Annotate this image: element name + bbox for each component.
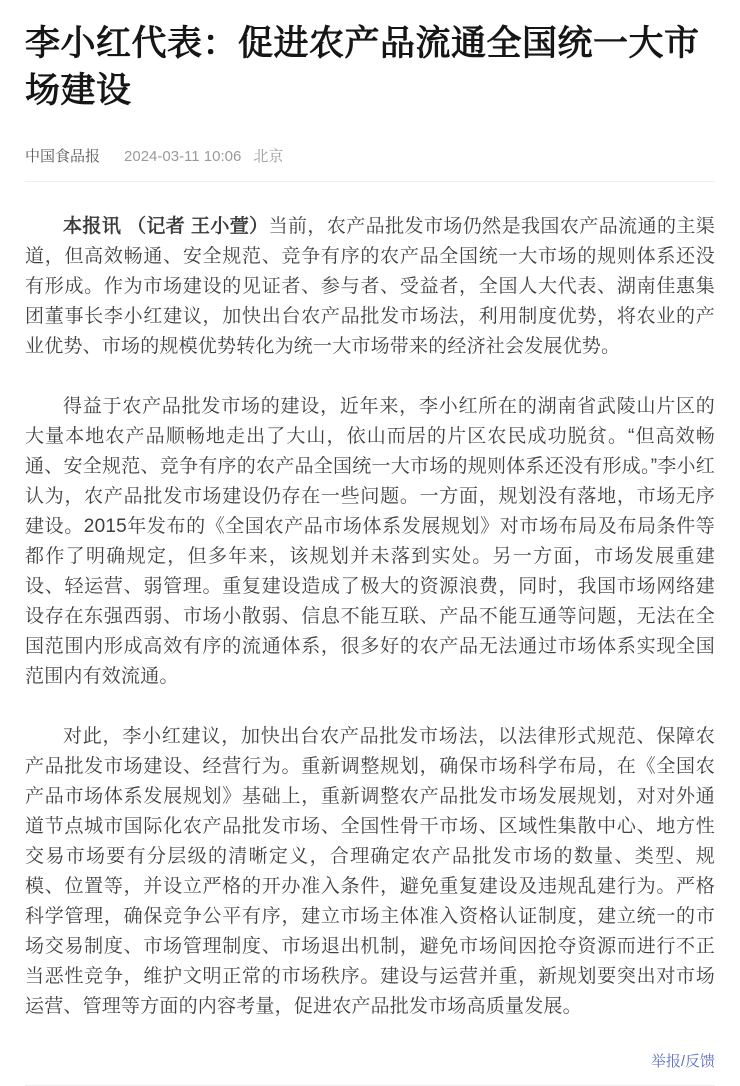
- article-title: 李小红代表：促进农产品流通全国统一大市场建设: [25, 24, 700, 111]
- article-meta: [25, 145, 715, 166]
- report-feedback-link[interactable]: 举报/反馈: [650, 1052, 715, 1070]
- article-paragraph-3: 对此，李小红建议，加快出台农产品批发市场法，以法律形式规范、保障农产品批发市场建设、经营行为。重新调整规划，确保市场科学布局，在《全国农产品市场体系发展规划》基础上，重新调整农产品批发市场发展规划，对对外通道节点城市国际化农产品批发市场、全国性骨干市场、区域性集散中心、地方性交易市场要有分层级的清晰定义，合理确定农产品批发市场的数量、类型、规模、位置等，并设立严格的开办准入条件，避免重复建设及违规乱建行为。严格科学管理，确保竞争公平有序，建立市场主体准入资格认证制度，建立统一的市场交易制度、市场管理制度、市场退出机制，避免市场间因抢夺资源而进行不正当恶性竞争，维护文明正常的市场秩序。建设与运营并重，新规划要突出对市场运营、管理等方面的内容考量，促进农产品批发市场高质量发展。: [25, 725, 715, 1017]
- meta-divider: [25, 181, 715, 182]
- bottom-divider: [25, 1085, 715, 1086]
- meta-publish-datetime: 2024-03-11 10:06: [124, 147, 242, 165]
- article-paragraph-1: 本报讯 （记者 王小萱）当前，农产品批发市场仍然是我国农产品流通的主渠道，但高效畅通、安全规范、竞争有序的农产品全国统一大市场的规则体系还没有形成。作为市场建设的见证者、参与者、受益者，全国人大代表、湖南佳惠集团董事长李小红建议，加快出台农产品批发市场法，利用制度优势，将农业的产业优势、市场的规模优势转化为统一大市场带来的经济社会发展优势。: [25, 215, 715, 357]
- meta-source-name[interactable]: 中国食品报: [25, 147, 101, 165]
- meta-location: 北京: [253, 147, 284, 165]
- article-body: [25, 212, 715, 1022]
- footer-row: [25, 1050, 715, 1071]
- article-paragraph-2: 得益于农产品批发市场的建设，近年来，李小红所在的湖南省武陵山片区的大量本地农产品顺畅地走出了大山，依山而居的片区农民成功脱贫。“但高效畅通、安全规范、竞争有序的农产品全国统一大市场的规则体系还没有形成。”李小红认为，农产品批发市场建设仍存在一些问题。一方面，规划没有落地，市场无序建设。2015年发布的《全国农产品市场体系发展规划》对市场布局及布局条件等都作了明确规定，但多年来，该规划并未落到实处。另一方面，市场发展重建设、轻运营、弱管理。重复建设造成了极大的资源浪费，同时，我国市场网络建设存在东强西弱、市场小散弱、信息不能互联、产品不能互通等问题，无法在全国范围内形成高效有序的流通体系，很多好的农产品无法通过市场体系实现全国范围内有效流通。: [25, 395, 715, 687]
- paragraph-lead-bold: 本报讯 （记者 王小萱）: [63, 215, 269, 237]
